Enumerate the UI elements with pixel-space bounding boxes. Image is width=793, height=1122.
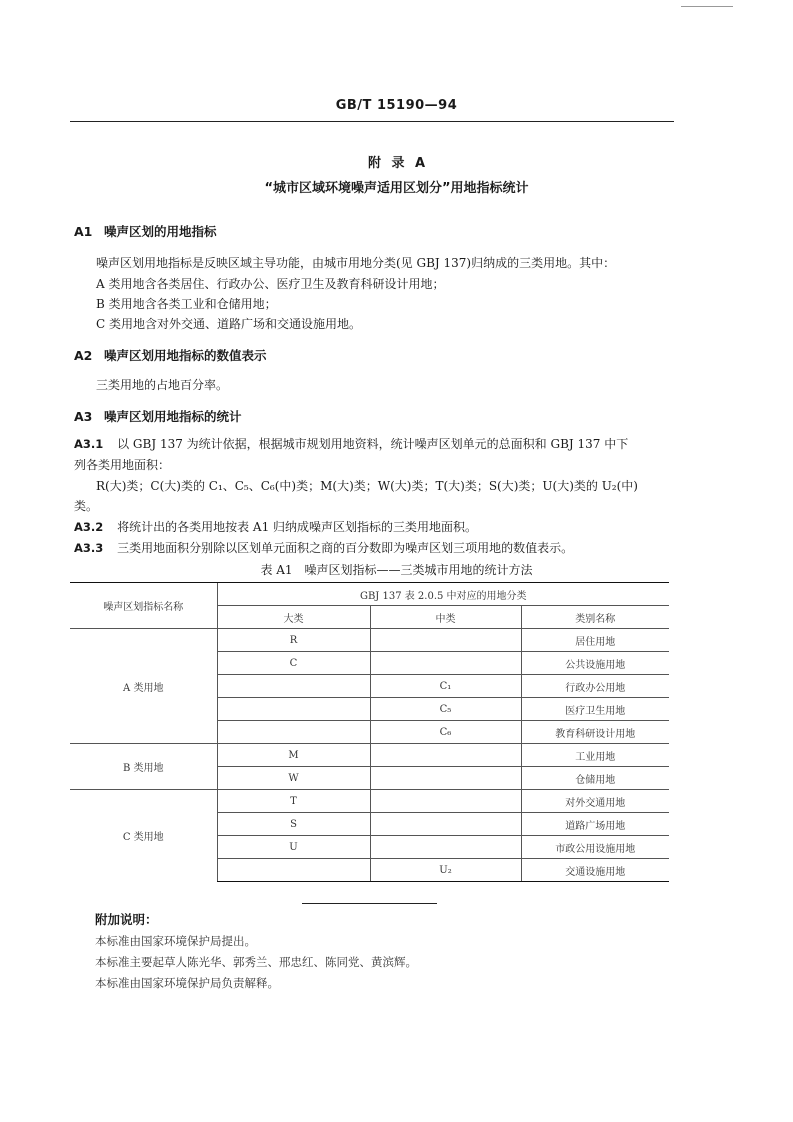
clause-a3-2-number: A3.2 xyxy=(74,520,104,534)
cell-class-name: 交通设施用地 xyxy=(521,859,669,882)
land-use-table xyxy=(70,582,669,882)
cell-major xyxy=(217,721,370,744)
section-a2-heading xyxy=(74,346,267,364)
header-group-name: 噪声区划指标名称 xyxy=(70,583,217,629)
header-span: GBJ 137 表 2.0.5 中对应的用地分类 xyxy=(217,583,669,606)
a3-3-line xyxy=(74,541,573,555)
note-line-3: 本标准由国家环境保护局负责解释。 xyxy=(95,976,279,990)
section-a2-number: A2 xyxy=(74,348,93,363)
a3-1-line-4: 类。 xyxy=(74,499,99,513)
clause-a3-1-text: 以 GBJ 137 为统计依据，根据城市规划用地资料，统计噪声区划单元的总面积和 GBJ 137 中下 xyxy=(117,437,629,451)
a1-line-3: B 类用地含各类工业和仓储用地； xyxy=(96,297,277,311)
note-line-1: 本标准由国家环境保护局提出。 xyxy=(95,934,256,948)
cell-class-name: 居住用地 xyxy=(521,629,669,652)
cell-major xyxy=(217,675,370,698)
cell-major: R xyxy=(217,629,370,652)
a2-text: 三类用地的占地百分率。 xyxy=(96,378,229,392)
group-name-c: C 类用地 xyxy=(70,790,217,882)
table-header-row xyxy=(70,583,669,606)
a1-line-4: C 类用地含对外交通、道路广场和交通设施用地。 xyxy=(96,317,361,331)
section-a3-heading xyxy=(74,407,242,425)
notes-title: 附加说明： xyxy=(95,912,158,927)
cell-medium xyxy=(370,767,521,790)
cell-medium xyxy=(370,836,521,859)
a3-1-line-2: 列各类用地面积： xyxy=(74,458,171,472)
table-row xyxy=(70,629,669,652)
header-rule xyxy=(70,121,674,122)
cell-medium: C₁ xyxy=(370,675,521,698)
cell-class-name: 仓储用地 xyxy=(521,767,669,790)
cell-major: U xyxy=(217,836,370,859)
cell-medium xyxy=(370,744,521,767)
cell-class-name: 教育科研设计用地 xyxy=(521,721,669,744)
table-row xyxy=(70,744,669,767)
a1-line-2: A 类用地含各类居住、行政办公、医疗卫生及教育科研设计用地； xyxy=(96,277,445,291)
a1-line-1: 噪声区划用地指标是反映区域主导功能，由城市用地分类(见 GBJ 137)归纳成的三类用地。其中： xyxy=(96,256,616,270)
cell-class-name: 市政公用设施用地 xyxy=(521,836,669,859)
a3-1-line-1 xyxy=(74,437,628,451)
cell-medium: C₆ xyxy=(370,721,521,744)
section-a1-title: 噪声区划的用地指标 xyxy=(104,224,217,239)
end-rule xyxy=(302,903,437,904)
cell-medium xyxy=(370,813,521,836)
cell-major: W xyxy=(217,767,370,790)
table-caption: 表 A1 噪声区划指标——三类城市用地的统计方法 xyxy=(260,563,533,577)
cell-class-name: 公共设施用地 xyxy=(521,652,669,675)
group-name-a: A 类用地 xyxy=(70,629,217,744)
cell-medium xyxy=(370,629,521,652)
header-class-name: 类别名称 xyxy=(521,606,669,629)
cell-class-name: 医疗卫生用地 xyxy=(521,698,669,721)
header-medium: 中类 xyxy=(370,606,521,629)
a3-1-line-3: R(大)类；C(大)类的 C₁、C₅、C₆(中)类；M(大)类；W(大)类；T(大)类；S(大)类；U(大)类的 U₂(中) xyxy=(96,479,638,493)
appendix-subtitle: “城市区域环境噪声适用区划分”用地指标统计 xyxy=(264,181,529,196)
cell-major: S xyxy=(217,813,370,836)
standard-number: GB/T 15190—94 xyxy=(335,98,458,113)
cell-major: M xyxy=(217,744,370,767)
section-a1-number: A1 xyxy=(74,224,93,239)
note-line-2: 本标准主要起草人陈光华、郭秀兰、邢忠红、陈同党、黄滨辉。 xyxy=(95,955,417,969)
cell-class-name: 行政办公用地 xyxy=(521,675,669,698)
appendix-title: 附 录 A xyxy=(367,156,426,171)
cell-major xyxy=(217,859,370,882)
table-row xyxy=(70,790,669,813)
cell-major: T xyxy=(217,790,370,813)
section-a3-number: A3 xyxy=(74,409,93,424)
group-name-b: B 类用地 xyxy=(70,744,217,790)
header-major: 大类 xyxy=(217,606,370,629)
corner-mark xyxy=(681,6,733,7)
cell-medium: C₅ xyxy=(370,698,521,721)
a3-2-line xyxy=(74,520,477,534)
section-a1-heading xyxy=(74,222,217,240)
cell-major xyxy=(217,698,370,721)
cell-medium xyxy=(370,790,521,813)
cell-medium xyxy=(370,652,521,675)
cell-class-name: 对外交通用地 xyxy=(521,790,669,813)
cell-medium: U₂ xyxy=(370,859,521,882)
cell-major: C xyxy=(217,652,370,675)
clause-a3-2-text: 将统计出的各类用地按表 A1 归纳成噪声区划指标的三类用地面积。 xyxy=(117,520,478,534)
section-a2-title: 噪声区划用地指标的数值表示 xyxy=(104,348,267,363)
cell-class-name: 道路广场用地 xyxy=(521,813,669,836)
cell-class-name: 工业用地 xyxy=(521,744,669,767)
clause-a3-3-number: A3.3 xyxy=(74,541,104,555)
clause-a3-3-text: 三类用地面积分别除以区划单元面积之商的百分数即为噪声区划三项用地的数值表示。 xyxy=(117,541,574,555)
clause-a3-1-number: A3.1 xyxy=(74,437,104,451)
section-a3-title: 噪声区划用地指标的统计 xyxy=(104,409,242,424)
